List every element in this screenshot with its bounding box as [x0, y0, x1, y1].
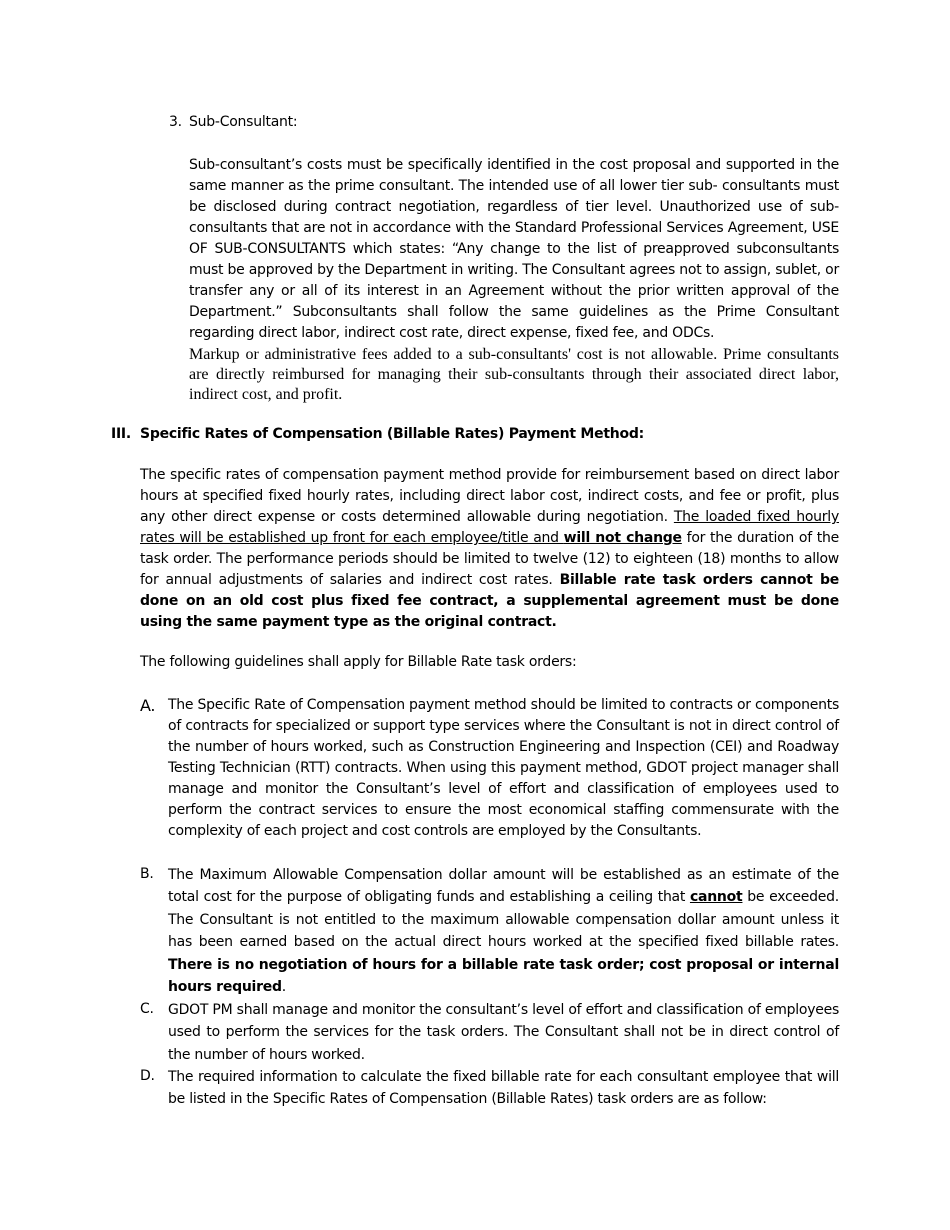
section-heading: Specific Rates of Compensation (Billable Rates) Payment Method: — [140, 426, 644, 442]
guideline-c-text: GDOT PM shall manage and monitor the consultant’s level of effort and classification of employees used to perform the services for the task orders. The Consultant shall not be in direct control of the number of hours worked. — [168, 1002, 839, 1063]
sub-consultant-body — [189, 155, 839, 405]
guidelines-intro: The following guidelines shall apply for Billable Rate task orders: — [140, 654, 577, 670]
section-numeral: III. — [111, 426, 131, 442]
guideline-a-text: The Specific Rate of Compensation payment method should be limited to contracts or components of contracts for specialized or support type services where the Consultant is not in direct control of the number of hours worked, such as Construction Engineering and Inspection (CEI) and Roadway Testing Technician (RTT) contracts. When using this payment method, GDOT project manager shall manage and monitor the Consultant’s level of effort and classification of employees used to perform the contract services to ensure the most economical staffing commensurate with the complexity of each project and cost controls are employed by the Consultants. — [168, 697, 839, 839]
intro-text-1: The specific rates of compensation payment method provide for reimbursement based on direct labor hours at specified fixed hourly rates, including direct labor cost, indirect costs, and fee or profit, plus any other direct expense or costs determined allowable during negotiation. — [140, 467, 839, 525]
guideline-a — [168, 695, 839, 842]
guideline-a-label: A. — [140, 696, 156, 715]
guideline-b-bold: There is no negotiation of hours for a billable rate task order; cost proposal or internal hours required — [168, 956, 839, 996]
sub-consultant-paragraph-serif: Markup or administrative fees added to a sub-consultants' cost is not allowable. Prime consultants are directly reimbursed for managing their sub-consultants through their associated direct labor, indirect cost, and profit. — [189, 346, 839, 403]
intro-underlined: The loaded fixed hourly rates will be established up front for each employee/title and will not change — [140, 509, 839, 546]
item-number-3: 3. — [169, 114, 182, 130]
guideline-b-cannot: cannot — [689, 889, 743, 906]
sub-consultant-heading: Sub-Consultant: — [189, 114, 298, 130]
sub-consultant-paragraph: Sub-consultant’s costs must be specifically identified in the cost proposal and supported in the same manner as the prime consultant. The intended use of all lower tier sub- consultants must be disclosed during contract negotiation, regardless of tier level. Unauthorized use of sub-consultants that are not in accordance with the Standard Professional Services Agreement, USE OF SUB-CONSULTANTS which states: “Any change to the list of preapproved subconsultants must be approved by the Department in writing. The Consultant agrees not to assign, sublet, or transfer any or all of its interest in an Agreement without the prior written approval of the Department.” Subconsultants shall follow the same guidelines as the Prime Consultant regarding direct labor, indirect cost rate, direct expense, fixed fee, and ODCs. — [189, 157, 839, 341]
guideline-b-text: The Maximum Allowable Compensation dollar amount will be established as an estimate of the total cost for the purpose of obligating funds and establishing a ceiling that cannot be exceeded. The Consultant is not entitled to the maximum allowable compensation dollar amount unless it has been earned based on the actual direct hours worked at the specified fixed billable rates. There is no negotiation of hours for a billable rate task order; cost proposal or internal hours required. — [168, 867, 839, 996]
section-intro-paragraph — [140, 465, 839, 633]
guideline-d-label: D. — [140, 1068, 155, 1084]
guideline-d-text: The required information to calculate the fixed billable rate for each consultant employee that will be listed in the Specific Rates of Compensation (Billable Rates) task orders are as follow: — [168, 1069, 839, 1108]
intro-underlined-bold: will not change — [563, 530, 682, 546]
guideline-c-label: C. — [140, 1001, 154, 1017]
guideline-b — [168, 864, 839, 998]
intro-text-2: for the duration of the task order. The performance periods should be limited to twelve (12) to eighteen (18) months to allow for annual adjustments of salaries and indirect cost rates. — [140, 530, 839, 588]
section-intro — [140, 465, 839, 633]
guideline-d — [168, 1066, 839, 1111]
intro-bold: Billable rate task orders cannot be done on an old cost plus fixed fee contract, a supplemental agreement must be done using the same payment type as the original contract. — [140, 572, 839, 630]
guideline-c — [168, 999, 839, 1066]
guideline-b-label: B. — [140, 866, 154, 882]
